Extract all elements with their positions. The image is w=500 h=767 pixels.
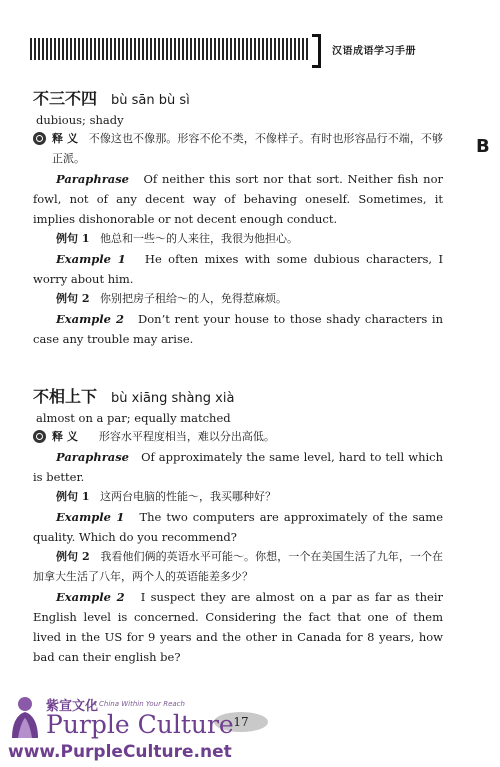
definition-text: 形容水平程度相当，难以分出高低。 <box>98 430 275 443</box>
entry-heading <box>33 86 443 109</box>
english-example <box>33 309 443 349</box>
chinese-example <box>33 229 443 249</box>
example-en-text: He often mixes with some dubious characters, I worry about him. <box>33 252 443 286</box>
running-header-title: 汉语成语学习手册 <box>332 46 416 57</box>
example-en-label: Example 2 <box>56 312 124 326</box>
header-bracket <box>312 34 321 68</box>
english-example <box>33 507 443 547</box>
chinese-example <box>33 487 443 507</box>
english-example <box>33 587 443 667</box>
paraphrase <box>33 169 443 229</box>
definition-text: 不像这也不像那。形容不伦不类，不像样子。有时也形容品行不端，不够正派。 <box>52 132 443 165</box>
definition-label: 释 义 <box>52 132 79 145</box>
example-cn-label: 例句 2 <box>56 292 90 305</box>
page-number: 17 <box>214 712 268 732</box>
chinese-example <box>33 547 443 587</box>
example-cn-text: 这两台电脑的性能～，我买哪种好？ <box>99 490 276 503</box>
logo-chinese-name: 紫宣文化 <box>46 699 99 714</box>
paraphrase-label: Paraphrase <box>56 172 130 186</box>
example-en-label: Example 1 <box>56 252 126 266</box>
example-en-label: Example 2 <box>56 590 125 604</box>
paraphrase-label: Paraphrase <box>56 450 130 464</box>
paraphrase-text: Of approximately the same level, hard to tell which is better. <box>33 450 444 484</box>
bullet-seal-icon <box>33 132 46 145</box>
idiom-headword: 不三不四 <box>33 89 98 108</box>
chinese-definition <box>33 129 443 169</box>
example-cn-label: 例句 2 <box>56 550 90 563</box>
example-en-text: The two computers are approximately of the same quality. Which do you recommend? <box>33 510 444 544</box>
bullet-seal-icon <box>33 430 46 443</box>
example-en-text: I suspect they are almost on a par as far as their English level is concerned. Considering the fact that one of them lived in the US for 9 years and the other in Canada for 8 years, how bad can their english be? <box>33 590 443 664</box>
paraphrase <box>33 447 443 487</box>
entry-heading <box>33 384 443 407</box>
idiom-gloss: almost on a par; equally matched <box>36 411 231 425</box>
idiom-gloss: dubious; shady <box>36 113 124 127</box>
idiom-entry <box>33 384 443 667</box>
logo-brand-name: Purple Culture <box>46 710 234 739</box>
idiom-pinyin: bù xiāng shàng xià <box>111 391 235 406</box>
idiom-headword: 不相上下 <box>33 387 98 406</box>
example-en-text: Don’t rent your house to those shady characters in case any trouble may arise. <box>33 312 443 346</box>
example-en-label: Example 1 <box>56 510 125 524</box>
logo-tagline: A China Within Your Reach <box>92 700 185 708</box>
english-example <box>33 249 443 289</box>
idiom-pinyin: bù sān bù sì <box>111 93 190 108</box>
example-cn-text: 我看他们俩的英语水平可能～。你想，一个在美国生活了九年，一个在加拿大生活了八年，两个人的英语能差多少？ <box>33 550 444 583</box>
definition-label: 释 义 <box>52 430 78 443</box>
example-cn-label: 例句 1 <box>56 232 90 245</box>
chinese-example <box>33 289 443 309</box>
section-letter-tab: B <box>476 136 490 157</box>
logo-url[interactable]: www.PurpleCulture.net <box>8 742 232 762</box>
idiom-entry <box>33 86 443 349</box>
paraphrase-text: Of neither this sort nor that sort. Neither fish nor fowl, not of any decent way of behaving oneself. Sometimes, it implies dishonorable or not decent enough conduct. <box>33 172 443 226</box>
example-cn-label: 例句 1 <box>56 490 90 503</box>
example-cn-text: 你别把房子租给～的人，免得惹麻烦。 <box>99 292 287 305</box>
header-stripe-bar <box>30 38 308 60</box>
purple-culture-logo-icon <box>8 694 42 740</box>
chinese-definition <box>33 427 443 447</box>
example-cn-text: 他总和一些～的人来往，我很为他担心。 <box>99 232 298 245</box>
